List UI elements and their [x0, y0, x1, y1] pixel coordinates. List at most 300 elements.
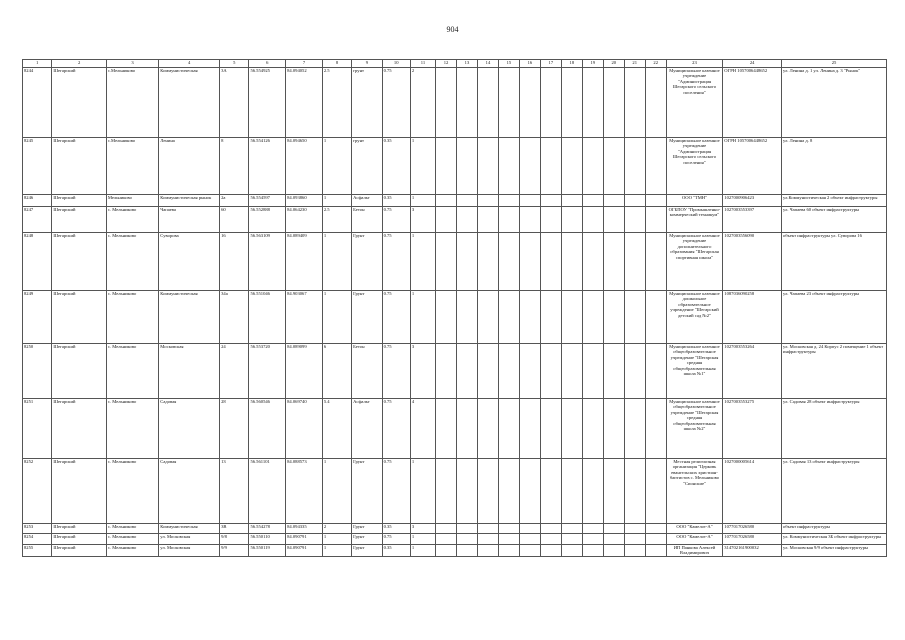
table-cell [645, 68, 666, 138]
table-cell: Шегарский [52, 138, 107, 195]
table-cell [540, 344, 561, 399]
table-cell [561, 545, 582, 557]
column-header: 19 [582, 60, 603, 68]
table-cell [477, 459, 498, 524]
table-cell [540, 399, 561, 459]
table-row [23, 233, 887, 291]
table-cell [477, 68, 498, 138]
table-cell [498, 399, 519, 459]
table-cell: с.Мельниково [106, 138, 158, 195]
table-cell: ул. Московская д. 24 Корпус 2 помещение 1 объект инфраструктуры [781, 344, 886, 399]
table-cell: 8250 [23, 344, 52, 399]
table-cell: Местная религиозная организация "Церковь евангельских христиан-баптистов с. Мельниково "Сионские" [666, 459, 723, 524]
table-cell: с. Мельниково [106, 291, 158, 344]
table-body [23, 68, 887, 557]
table-cell: с. Мельниково [106, 524, 158, 534]
table-cell: 84.064230 [286, 207, 323, 233]
table-cell [645, 524, 666, 534]
table-cell [561, 195, 582, 207]
table-cell: ул. Московская [159, 534, 220, 545]
table-cell [582, 233, 603, 291]
table-cell [436, 399, 457, 459]
table-cell [603, 545, 624, 557]
table-cell [624, 195, 645, 207]
column-header: 1 [23, 60, 52, 68]
table-cell: 3А [220, 68, 249, 138]
table-cell: 1 [322, 534, 351, 545]
column-header: 8 [322, 60, 351, 68]
table-cell: 1 [410, 534, 435, 545]
table-cell: 56.554278 [249, 524, 286, 534]
table-cell [519, 291, 540, 344]
table-cell [519, 399, 540, 459]
table-cell [436, 138, 457, 195]
table-cell: 1 [410, 459, 435, 524]
table-cell: с. Мельниково [106, 459, 158, 524]
table-header-row [23, 60, 887, 68]
table-cell: с. Мельниково [106, 344, 158, 399]
table-cell: 6 [322, 344, 351, 399]
table-cell: Шегарский [52, 195, 107, 207]
table-cell: Грунт [352, 233, 382, 291]
table-cell [561, 138, 582, 195]
table-cell: с. Мельниково [106, 545, 158, 557]
table-cell: 56.563109 [249, 233, 286, 291]
table-cell: 0.75 [382, 291, 410, 344]
table-cell [436, 459, 457, 524]
table-cell [436, 195, 457, 207]
table-cell [582, 195, 603, 207]
registry-table [22, 59, 887, 557]
table-cell: Коммунистическая [159, 291, 220, 344]
table-cell: 84.094335 [286, 524, 323, 534]
table-cell: ИП Панкова Алексей Владимирович [666, 545, 723, 557]
table-cell [456, 233, 477, 291]
table-cell: Садовая [159, 399, 220, 459]
table-cell [645, 233, 666, 291]
table-cell [624, 68, 645, 138]
table-cell [582, 459, 603, 524]
table-cell: Шегарский [52, 545, 107, 557]
table-cell [624, 233, 645, 291]
table-cell [582, 399, 603, 459]
table-cell [540, 524, 561, 534]
table-cell: 56.551046 [249, 291, 286, 344]
table-cell: 84.089099 [286, 344, 323, 399]
table-cell [498, 207, 519, 233]
table-cell: грунт [352, 138, 382, 195]
table-cell [519, 138, 540, 195]
table-cell [540, 207, 561, 233]
table-cell: 16 [220, 233, 249, 291]
table-cell: 2 [322, 524, 351, 534]
table-cell [603, 138, 624, 195]
table-cell: Грунт [352, 534, 382, 545]
table-cell [540, 195, 561, 207]
table-row [23, 138, 887, 195]
table-cell: 56.553720 [249, 344, 286, 399]
table-cell: 2.5 [322, 68, 351, 138]
table-cell: Чапаева [159, 207, 220, 233]
table-cell: 0.75 [382, 207, 410, 233]
table-cell: 8252 [23, 459, 52, 524]
table-cell: 8247 [23, 207, 52, 233]
table-cell [519, 344, 540, 399]
table-cell: Коммунистическая [159, 68, 220, 138]
table-cell: Грунт [352, 291, 382, 344]
table-cell [540, 138, 561, 195]
table-cell: 84.088573 [286, 459, 323, 524]
table-cell: 84.089409 [286, 233, 323, 291]
table-row [23, 195, 887, 207]
table-cell [645, 207, 666, 233]
table-cell: 8253 [23, 524, 52, 534]
table-cell [603, 68, 624, 138]
table-cell: 8248 [23, 233, 52, 291]
table-cell: объект инфраструктуры ул. Суворова 16 [781, 233, 886, 291]
table-cell: Бетон [352, 207, 382, 233]
table-cell [603, 291, 624, 344]
table-cell: 0.35 [382, 524, 410, 534]
table-cell: 84.093860 [286, 195, 323, 207]
table-cell [456, 399, 477, 459]
table-cell [477, 291, 498, 344]
table-cell: Шегарский [52, 524, 107, 534]
table-cell: 3В [220, 524, 249, 534]
table-cell: 84.090791 [286, 534, 323, 545]
table-cell: с. Мельниково [106, 207, 158, 233]
table-cell [498, 68, 519, 138]
table-cell: Шегарский [52, 68, 107, 138]
table-cell: 84.903067 [286, 291, 323, 344]
table-cell: Асфальт [352, 399, 382, 459]
table-cell [582, 291, 603, 344]
table-cell [456, 138, 477, 195]
table-cell [645, 291, 666, 344]
table-cell [519, 233, 540, 291]
table-cell [582, 524, 603, 534]
table-cell [603, 524, 624, 534]
table-cell: 1027003556090 [723, 233, 782, 291]
table-cell: 1 [322, 195, 351, 207]
table-cell: 0.35 [382, 195, 410, 207]
table-cell [645, 459, 666, 524]
table-cell [603, 399, 624, 459]
table-cell [624, 399, 645, 459]
table-cell [436, 545, 457, 557]
table-cell [645, 399, 666, 459]
table-cell [540, 233, 561, 291]
table-cell: Шегарский [52, 459, 107, 524]
table-cell [624, 545, 645, 557]
table-cell: 1 [322, 233, 351, 291]
table-cell: Грунт [352, 459, 382, 524]
table-cell [603, 459, 624, 524]
table-cell: 8245 [23, 138, 52, 195]
table-cell [436, 207, 457, 233]
table-cell [519, 459, 540, 524]
table-cell: 2.5 [322, 207, 351, 233]
column-header: 6 [249, 60, 286, 68]
table-cell [456, 459, 477, 524]
table-cell [582, 344, 603, 399]
table-cell [498, 291, 519, 344]
table-cell [582, 68, 603, 138]
table-cell: 0.35 [382, 138, 410, 195]
table-cell [624, 524, 645, 534]
column-header: 21 [624, 60, 645, 68]
table-cell [603, 195, 624, 207]
table-cell [561, 399, 582, 459]
table-cell: 1027000906423 [723, 195, 782, 207]
table-cell: 84.094650 [286, 138, 323, 195]
table-cell: 24 [220, 344, 249, 399]
table-cell [456, 68, 477, 138]
table-cell: Муниципальное казенное общеобразовательное учреждение "Шегарская средняя общеобразовательная школа №1" [666, 344, 723, 399]
column-header: 22 [645, 60, 666, 68]
column-header: 13 [456, 60, 477, 68]
table-cell: 3 [410, 524, 435, 534]
table-row [23, 524, 887, 534]
table-cell [456, 534, 477, 545]
table-cell [540, 459, 561, 524]
table-cell: 56.554597 [249, 195, 286, 207]
table-cell: 9/9 [220, 545, 249, 557]
table-cell: 84.094052 [286, 68, 323, 138]
table-cell [456, 207, 477, 233]
table-cell [477, 138, 498, 195]
table-cell: 1027003553264 [723, 344, 782, 399]
table-cell: 56.560546 [249, 399, 286, 459]
column-header: 11 [410, 60, 435, 68]
table-row [23, 534, 887, 545]
table-cell: 3 [410, 207, 435, 233]
table-cell: ул.Коммунистическая 2 объект инфраструктуры [781, 195, 886, 207]
table-cell: 8251 [23, 399, 52, 459]
table-cell: Муниципальное казенное дошкольное образовательное учреждение "Шегарский детский сад №2" [666, 291, 723, 344]
table-cell [540, 68, 561, 138]
table-cell: 5.4 [322, 399, 351, 459]
table-cell [624, 459, 645, 524]
table-cell [456, 545, 477, 557]
table-cell: Шегарский [52, 291, 107, 344]
table-cell [603, 344, 624, 399]
table-cell: ул. Садовая 28 объект инфраструктуры [781, 399, 886, 459]
table-cell [456, 291, 477, 344]
table-cell: Коммунистическая [159, 524, 220, 534]
table-cell [624, 207, 645, 233]
table-cell [645, 545, 666, 557]
table-cell: 13 [220, 459, 249, 524]
table-cell: Шегарский [52, 344, 107, 399]
table-cell: 1077017026580 [723, 534, 782, 545]
table-cell: 1 [410, 138, 435, 195]
table-cell [498, 545, 519, 557]
table-cell: 8244 [23, 68, 52, 138]
table-cell [456, 195, 477, 207]
table-cell [498, 138, 519, 195]
table-row [23, 344, 887, 399]
table-cell: 56.554925 [249, 68, 286, 138]
column-header: 12 [436, 60, 457, 68]
table-cell: 1 [322, 545, 351, 557]
table-cell: 56.550110 [249, 534, 286, 545]
table-cell [498, 344, 519, 399]
table-cell: 84.069740 [286, 399, 323, 459]
table-cell [498, 233, 519, 291]
table-cell: с. Мельниково [106, 399, 158, 459]
table-cell [456, 344, 477, 399]
table-row [23, 207, 887, 233]
table-cell [540, 291, 561, 344]
table-cell: объект инфраструктуры [781, 524, 886, 534]
table-cell [561, 459, 582, 524]
table-cell [477, 534, 498, 545]
table-cell: Муниципальное казенное учреждение "Администрация Шегарского сельского поселения" [666, 68, 723, 138]
table-cell: 1 [322, 291, 351, 344]
table-cell [624, 291, 645, 344]
table-cell: ул. Садовая 13 объект инфраструктуры [781, 459, 886, 524]
table-cell [540, 534, 561, 545]
table-cell: 84.090791 [286, 545, 323, 557]
table-cell: 28 [220, 399, 249, 459]
table-cell: 0.75 [382, 344, 410, 399]
table-cell [603, 534, 624, 545]
table-cell: 0.35 [382, 545, 410, 557]
table-cell [436, 524, 457, 534]
table-cell [582, 545, 603, 557]
table-row [23, 291, 887, 344]
table-cell [477, 233, 498, 291]
table-cell [561, 68, 582, 138]
table-cell: 1 [410, 545, 435, 557]
table-cell [498, 534, 519, 545]
column-header: 3 [106, 60, 158, 68]
table-cell: 1027003553397 [723, 207, 782, 233]
table-cell: с. Мельниково [106, 534, 158, 545]
table-cell: ОГРН 1057006448652 [723, 68, 782, 138]
table-cell: 34а [220, 291, 249, 344]
table-cell [582, 207, 603, 233]
table-cell: Шегарский [52, 399, 107, 459]
table-cell [519, 68, 540, 138]
column-header: 10 [382, 60, 410, 68]
table-cell: Муниципальное казенное учреждение дополнительного образования "Шегарская спортивная школа" [666, 233, 723, 291]
table-cell [624, 344, 645, 399]
table-cell: Муниципальное казенное учреждение "Администрация Шегарского сельского поселения" [666, 138, 723, 195]
table-cell: ул. Ленина д. 1 ул. Ленина д. 3 "Рынок" [781, 68, 886, 138]
table-cell [436, 291, 457, 344]
table-cell [477, 545, 498, 557]
table-cell: 8255 [23, 545, 52, 557]
column-header: 15 [498, 60, 519, 68]
table-cell: с. Мельниково [106, 233, 158, 291]
table-cell: ул. Ленина д. 8 [781, 138, 886, 195]
table-cell: Шегарский [52, 534, 107, 545]
table-cell: 8249 [23, 291, 52, 344]
table-cell: Суворова [159, 233, 220, 291]
table-cell: ОГБПОУ "Промышленно-коммерческий техникум" [666, 207, 723, 233]
table-cell: с.Мельниково [106, 68, 158, 138]
table-cell: 1 [410, 291, 435, 344]
table-cell [561, 291, 582, 344]
column-header: 17 [540, 60, 561, 68]
table-cell: Бетон [352, 344, 382, 399]
table-row [23, 399, 887, 459]
table-cell: Мельниково [106, 195, 158, 207]
table-cell: 56.561101 [249, 459, 286, 524]
table-cell [436, 344, 457, 399]
table-cell [561, 233, 582, 291]
table-cell [582, 138, 603, 195]
column-header: 5 [220, 60, 249, 68]
column-header: 23 [666, 60, 723, 68]
table-cell: 8 [220, 138, 249, 195]
table-cell: 2а [220, 195, 249, 207]
table-cell [645, 138, 666, 195]
column-header: 16 [519, 60, 540, 68]
table-cell [603, 233, 624, 291]
table-cell: Шегарский [52, 207, 107, 233]
table-cell: 314702161900032 [723, 545, 782, 557]
table-cell: 1077017026580 [723, 524, 782, 534]
table-cell: ул. Московская 9/9 объект инфраструктуры [781, 545, 886, 557]
table-cell [477, 524, 498, 534]
table-row [23, 459, 887, 524]
column-header: 18 [561, 60, 582, 68]
table-cell: Муниципальное казенное общеобразовательное учреждение "Шегарская средняя общеобразовательная школа №2" [666, 399, 723, 459]
table-cell: 1 [410, 233, 435, 291]
table-cell [561, 524, 582, 534]
table-cell: 1027000005614 [723, 459, 782, 524]
table-cell: ООО "ТМН" [666, 195, 723, 207]
table-cell: 8246 [23, 195, 52, 207]
table-cell: грунт [352, 68, 382, 138]
page-number: 904 [446, 25, 459, 34]
table-cell: 56.550119 [249, 545, 286, 557]
table-cell: 1027003553275 [723, 399, 782, 459]
table-cell [436, 68, 457, 138]
column-header: 2 [52, 60, 107, 68]
table-cell: Шегарский [52, 233, 107, 291]
table-cell: ООО "Камелот-А" [666, 524, 723, 534]
column-header: 9 [352, 60, 382, 68]
column-header: 14 [477, 60, 498, 68]
table-cell: 2 [410, 68, 435, 138]
table-cell [477, 195, 498, 207]
table-cell [645, 344, 666, 399]
table-cell: 56.552888 [249, 207, 286, 233]
table-cell: 56.554126 [249, 138, 286, 195]
table-cell: ул. Коммунистическая 3Б объект инфраструктуры [781, 534, 886, 545]
column-header: 20 [603, 60, 624, 68]
table-cell: ул. Чапаева 23 объект инфраструктуры [781, 291, 886, 344]
table-cell: Коммунистическая рынок [159, 195, 220, 207]
column-header: 7 [286, 60, 323, 68]
table-cell: Грунт [352, 524, 382, 534]
table-cell: 9/8 [220, 534, 249, 545]
table-cell: Асфальт [352, 195, 382, 207]
table-cell: Московская [159, 344, 220, 399]
table-cell [477, 207, 498, 233]
table-cell [498, 195, 519, 207]
table-cell: ООО "Камелот-А" [666, 534, 723, 545]
table-cell [561, 534, 582, 545]
table-cell [477, 344, 498, 399]
table-cell [561, 207, 582, 233]
table-cell [624, 138, 645, 195]
table-row [23, 545, 887, 557]
